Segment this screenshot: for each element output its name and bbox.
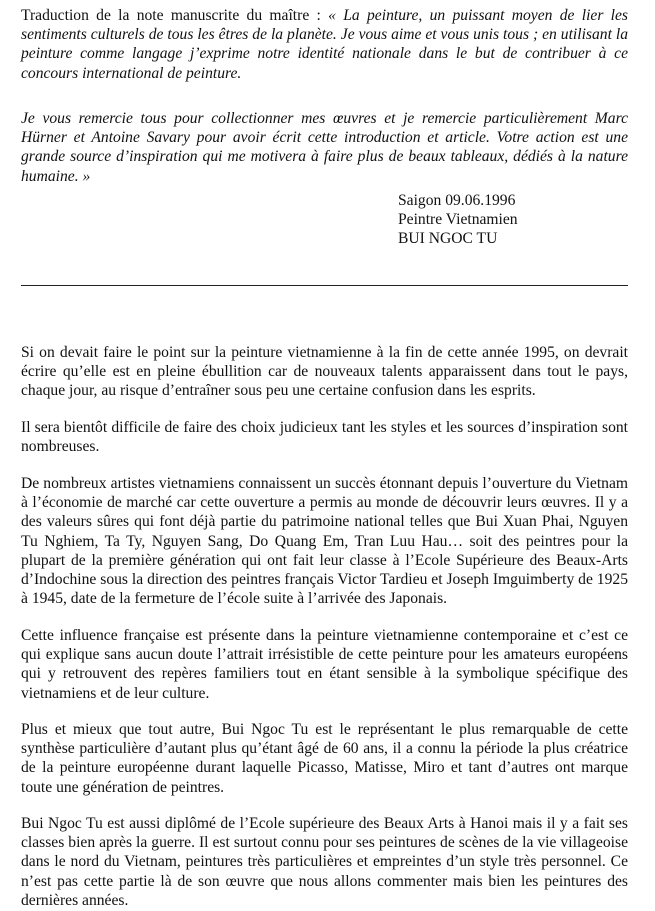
translation-note — [21, 6, 628, 83]
article-paragraph: Il sera bientôt difficile de faire des choix judicieux tant les styles et les sources d’inspiration sont nombreuses. — [21, 419, 628, 456]
thanks-paragraph: Je vous remercie tous pour collectionner mes œuvres et je remercie particulièrement Marc Hürner et Antoine Savary pour avoir écrit cette introduction et article. Votre action est une grande source d’inspiration qui me motivera à faire plus de beaux tableaux, dédiés à la nature humaine. » — [21, 110, 628, 185]
signature-block — [398, 191, 628, 249]
article-paragraph: Plus et mieux que tout autre, Bui Ngoc Tu est le représentant le plus remarquable de cette synthèse particulière d’autant plus qu’étant âgé de 60 ans, il a connu la période la plus créatrice de la peinture européenne durant laquelle Picasso, Matisse, Miro et tant d’autres ont marque toute une génération de peintres. — [21, 721, 628, 796]
translation-note-quote: « La peinture, un puissant moyen de lier les sentiments culturels de tous les êtres de la planète. Je vous aime et vous unis tous ; en utilisant la peinture comme langage j’exprime notre identité nationale dans le but de contribuer à ce concours international de peinture. — [21, 7, 629, 82]
article-paragraph: Cette influence française est présente dans la peinture vietnamienne contemporaine et c’est ce qui explique sans aucun doute l’attrait irrésistible de cette peinture pour les amateurs européens qui y retrouvent des repères familiers tout en étant sensible à la symbolique spécifique des vietnamiens et de leur culture. — [21, 627, 628, 702]
article-paragraph: De nombreux artistes vietnamiens connaissent un succès étonnant depuis l’ouverture du Vietnam à l’économie de marché car cette ouverture a permis au monde de découvrir leurs œuvres. Il y a des valeurs sûres qui font déjà partie du patrimoine national telles que Bui Xuan Phai, Nguyen Tu Nghiem, Ta Ty, Nguyen Sang, Do Quang Em, Tran Luu Hau… soit des peintres pour la plupart de la première génération qui ont fait leur classe à l’Ecole Supérieure des Beaux-Arts d’Indochine sous la direction des peintres français Victor Tardieu et Joseph Imguimberty de 1925 à 1945, date de la fermeture de l’école suite à l’arrivée des Japonais. — [21, 475, 628, 608]
horizontal-divider — [21, 285, 628, 286]
signature-role: Peintre Vietnamien — [398, 211, 518, 229]
translation-note-lead: Traduction de la note manuscrite du maître : — [21, 7, 329, 24]
signature-place-date: Saigon 09.06.1996 — [398, 192, 516, 209]
article-paragraph: Si on devait faire le point sur la peinture vietnamienne à la fin de cette année 1995, on devrait écrire qu’elle est en pleine ébullition car de nouveaux talents apparaissent dans tout le pays, chaque jour, au risque d’entraîner sous peu une certaine confusion dans les esprits. — [21, 344, 628, 400]
article-paragraph: Bui Ngoc Tu est aussi diplômé de l’Ecole supérieure des Beaux Arts à Hanoi mais il y a fait ses classes bien après la guerre. Il est surtout connu pour ses peintures de scènes de la vie villageoise dans le nord du Vietnam, peintures très particulières et empreintes d’un style très personnel. Ce n’est pas cette partie là de son œuvre que nous allons commenter mais bien les peintures des dernières années. — [21, 815, 628, 909]
signature-name: BUI NGOC TU — [398, 230, 498, 248]
